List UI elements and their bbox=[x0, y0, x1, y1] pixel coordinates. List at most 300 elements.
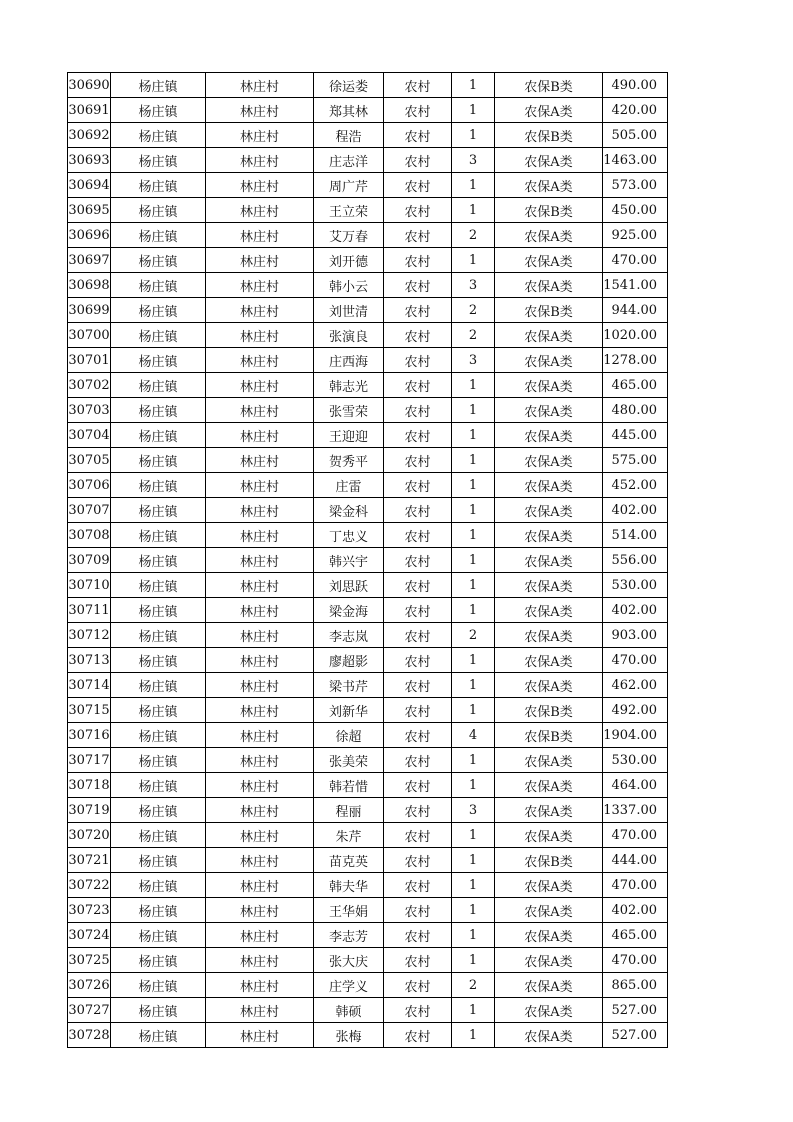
cell-record-id: 30728 bbox=[68, 1023, 111, 1048]
cell-record-id: 30717 bbox=[68, 748, 111, 773]
table-row bbox=[68, 598, 668, 623]
cell-village: 林庄村 bbox=[206, 498, 314, 523]
table-row bbox=[68, 848, 668, 873]
table-row bbox=[68, 823, 668, 848]
cell-household-count: 1 bbox=[452, 123, 495, 148]
cell-person-name: 梁金海 bbox=[314, 598, 384, 623]
table-row bbox=[68, 948, 668, 973]
cell-person-name: 韩志光 bbox=[314, 373, 384, 398]
cell-town: 杨庄镇 bbox=[111, 873, 206, 898]
cell-amount: 490.00 bbox=[603, 73, 668, 98]
cell-insurance-category: 农保A类 bbox=[495, 598, 603, 623]
cell-record-id: 30727 bbox=[68, 998, 111, 1023]
cell-person-name: 王立荣 bbox=[314, 198, 384, 223]
cell-record-id: 30707 bbox=[68, 498, 111, 523]
cell-insurance-category: 农保A类 bbox=[495, 98, 603, 123]
cell-insurance-category: 农保A类 bbox=[495, 398, 603, 423]
cell-amount: 527.00 bbox=[603, 1023, 668, 1048]
cell-person-name: 张美荣 bbox=[314, 748, 384, 773]
cell-household-count: 1 bbox=[452, 198, 495, 223]
cell-insurance-category: 农保A类 bbox=[495, 998, 603, 1023]
cell-insurance-category: 农保A类 bbox=[495, 798, 603, 823]
table-row bbox=[68, 548, 668, 573]
table-row bbox=[68, 348, 668, 373]
cell-town: 杨庄镇 bbox=[111, 898, 206, 923]
cell-area-type: 农村 bbox=[384, 898, 452, 923]
cell-record-id: 30725 bbox=[68, 948, 111, 973]
cell-town: 杨庄镇 bbox=[111, 323, 206, 348]
cell-village: 林庄村 bbox=[206, 723, 314, 748]
cell-person-name: 庄志洋 bbox=[314, 148, 384, 173]
cell-area-type: 农村 bbox=[384, 973, 452, 998]
table-row bbox=[68, 398, 668, 423]
cell-household-count: 1 bbox=[452, 548, 495, 573]
cell-area-type: 农村 bbox=[384, 1023, 452, 1048]
cell-area-type: 农村 bbox=[384, 623, 452, 648]
cell-insurance-category: 农保A类 bbox=[495, 473, 603, 498]
table-row bbox=[68, 648, 668, 673]
cell-record-id: 30706 bbox=[68, 473, 111, 498]
cell-area-type: 农村 bbox=[384, 923, 452, 948]
cell-town: 杨庄镇 bbox=[111, 548, 206, 573]
table-row bbox=[68, 123, 668, 148]
cell-amount: 402.00 bbox=[603, 498, 668, 523]
cell-household-count: 1 bbox=[452, 898, 495, 923]
cell-household-count: 1 bbox=[452, 523, 495, 548]
cell-record-id: 30715 bbox=[68, 698, 111, 723]
cell-insurance-category: 农保B类 bbox=[495, 298, 603, 323]
cell-amount: 1278.00 bbox=[603, 348, 668, 373]
cell-record-id: 30692 bbox=[68, 123, 111, 148]
cell-area-type: 农村 bbox=[384, 748, 452, 773]
cell-insurance-category: 农保B类 bbox=[495, 198, 603, 223]
cell-insurance-category: 农保A类 bbox=[495, 773, 603, 798]
table-row bbox=[68, 873, 668, 898]
table-row bbox=[68, 273, 668, 298]
cell-record-id: 30696 bbox=[68, 223, 111, 248]
cell-insurance-category: 农保A类 bbox=[495, 1023, 603, 1048]
cell-person-name: 韩若惜 bbox=[314, 773, 384, 798]
cell-insurance-category: 农保A类 bbox=[495, 348, 603, 373]
cell-town: 杨庄镇 bbox=[111, 973, 206, 998]
cell-amount: 470.00 bbox=[603, 948, 668, 973]
cell-village: 林庄村 bbox=[206, 773, 314, 798]
cell-amount: 903.00 bbox=[603, 623, 668, 648]
cell-household-count: 1 bbox=[452, 698, 495, 723]
cell-town: 杨庄镇 bbox=[111, 223, 206, 248]
cell-insurance-category: 农保A类 bbox=[495, 548, 603, 573]
cell-insurance-category: 农保A类 bbox=[495, 498, 603, 523]
cell-town: 杨庄镇 bbox=[111, 498, 206, 523]
cell-household-count: 1 bbox=[452, 848, 495, 873]
cell-insurance-category: 农保A类 bbox=[495, 248, 603, 273]
cell-household-count: 1 bbox=[452, 673, 495, 698]
cell-amount: 944.00 bbox=[603, 298, 668, 323]
cell-insurance-category: 农保A类 bbox=[495, 673, 603, 698]
cell-town: 杨庄镇 bbox=[111, 98, 206, 123]
cell-person-name: 周广芹 bbox=[314, 173, 384, 198]
cell-person-name: 徐运娄 bbox=[314, 73, 384, 98]
cell-person-name: 徐超 bbox=[314, 723, 384, 748]
cell-amount: 452.00 bbox=[603, 473, 668, 498]
table-row bbox=[68, 198, 668, 223]
cell-household-count: 1 bbox=[452, 1023, 495, 1048]
cell-insurance-category: 农保A类 bbox=[495, 448, 603, 473]
cell-area-type: 农村 bbox=[384, 773, 452, 798]
cell-person-name: 刘世清 bbox=[314, 298, 384, 323]
cell-record-id: 30700 bbox=[68, 323, 111, 348]
cell-person-name: 庄西海 bbox=[314, 348, 384, 373]
cell-household-count: 1 bbox=[452, 423, 495, 448]
cell-village: 林庄村 bbox=[206, 573, 314, 598]
cell-town: 杨庄镇 bbox=[111, 573, 206, 598]
cell-person-name: 程丽 bbox=[314, 798, 384, 823]
cell-insurance-category: 农保A类 bbox=[495, 373, 603, 398]
cell-household-count: 1 bbox=[452, 598, 495, 623]
cell-insurance-category: 农保B类 bbox=[495, 123, 603, 148]
table-row bbox=[68, 998, 668, 1023]
cell-household-count: 4 bbox=[452, 723, 495, 748]
cell-record-id: 30724 bbox=[68, 923, 111, 948]
cell-village: 林庄村 bbox=[206, 898, 314, 923]
cell-village: 林庄村 bbox=[206, 248, 314, 273]
cell-area-type: 农村 bbox=[384, 273, 452, 298]
cell-village: 林庄村 bbox=[206, 148, 314, 173]
cell-area-type: 农村 bbox=[384, 223, 452, 248]
cell-amount: 450.00 bbox=[603, 198, 668, 223]
cell-insurance-category: 农保A类 bbox=[495, 823, 603, 848]
cell-record-id: 30699 bbox=[68, 298, 111, 323]
cell-amount: 465.00 bbox=[603, 923, 668, 948]
table-row bbox=[68, 148, 668, 173]
cell-person-name: 郑其林 bbox=[314, 98, 384, 123]
cell-insurance-category: 农保A类 bbox=[495, 648, 603, 673]
cell-town: 杨庄镇 bbox=[111, 273, 206, 298]
table-row bbox=[68, 498, 668, 523]
cell-person-name: 刘开德 bbox=[314, 248, 384, 273]
cell-insurance-category: 农保B类 bbox=[495, 73, 603, 98]
table-row bbox=[68, 698, 668, 723]
cell-household-count: 1 bbox=[452, 498, 495, 523]
cell-person-name: 韩兴宇 bbox=[314, 548, 384, 573]
cell-amount: 573.00 bbox=[603, 173, 668, 198]
cell-village: 林庄村 bbox=[206, 323, 314, 348]
cell-town: 杨庄镇 bbox=[111, 423, 206, 448]
table-row bbox=[68, 798, 668, 823]
cell-insurance-category: 农保A类 bbox=[495, 273, 603, 298]
cell-town: 杨庄镇 bbox=[111, 623, 206, 648]
cell-village: 林庄村 bbox=[206, 173, 314, 198]
cell-record-id: 30713 bbox=[68, 648, 111, 673]
cell-record-id: 30697 bbox=[68, 248, 111, 273]
cell-amount: 527.00 bbox=[603, 998, 668, 1023]
cell-area-type: 农村 bbox=[384, 498, 452, 523]
cell-amount: 465.00 bbox=[603, 373, 668, 398]
cell-area-type: 农村 bbox=[384, 248, 452, 273]
cell-insurance-category: 农保A类 bbox=[495, 948, 603, 973]
cell-insurance-category: 农保A类 bbox=[495, 573, 603, 598]
cell-area-type: 农村 bbox=[384, 473, 452, 498]
cell-person-name: 李志芳 bbox=[314, 923, 384, 948]
cell-area-type: 农村 bbox=[384, 948, 452, 973]
cell-person-name: 张演良 bbox=[314, 323, 384, 348]
cell-household-count: 2 bbox=[452, 973, 495, 998]
table-row bbox=[68, 73, 668, 98]
cell-amount: 480.00 bbox=[603, 398, 668, 423]
cell-insurance-category: 农保A类 bbox=[495, 623, 603, 648]
cell-village: 林庄村 bbox=[206, 998, 314, 1023]
cell-area-type: 农村 bbox=[384, 648, 452, 673]
cell-record-id: 30691 bbox=[68, 98, 111, 123]
table-row bbox=[68, 373, 668, 398]
data-sheet bbox=[67, 72, 668, 1048]
cell-household-count: 1 bbox=[452, 573, 495, 598]
cell-insurance-category: 农保A类 bbox=[495, 873, 603, 898]
cell-household-count: 1 bbox=[452, 173, 495, 198]
cell-village: 林庄村 bbox=[206, 423, 314, 448]
cell-area-type: 农村 bbox=[384, 698, 452, 723]
cell-village: 林庄村 bbox=[206, 823, 314, 848]
table-row bbox=[68, 248, 668, 273]
cell-village: 林庄村 bbox=[206, 123, 314, 148]
cell-person-name: 梁金科 bbox=[314, 498, 384, 523]
cell-record-id: 30704 bbox=[68, 423, 111, 448]
table-row bbox=[68, 298, 668, 323]
cell-area-type: 农村 bbox=[384, 173, 452, 198]
cell-person-name: 庄学义 bbox=[314, 973, 384, 998]
cell-record-id: 30718 bbox=[68, 773, 111, 798]
cell-person-name: 刘新华 bbox=[314, 698, 384, 723]
cell-amount: 925.00 bbox=[603, 223, 668, 248]
cell-village: 林庄村 bbox=[206, 548, 314, 573]
records-table bbox=[67, 72, 668, 1048]
table-row bbox=[68, 773, 668, 798]
cell-town: 杨庄镇 bbox=[111, 748, 206, 773]
cell-person-name: 朱芹 bbox=[314, 823, 384, 848]
cell-household-count: 1 bbox=[452, 948, 495, 973]
cell-town: 杨庄镇 bbox=[111, 473, 206, 498]
cell-household-count: 2 bbox=[452, 623, 495, 648]
cell-record-id: 30708 bbox=[68, 523, 111, 548]
cell-record-id: 30720 bbox=[68, 823, 111, 848]
cell-insurance-category: 农保A类 bbox=[495, 148, 603, 173]
cell-village: 林庄村 bbox=[206, 523, 314, 548]
cell-town: 杨庄镇 bbox=[111, 598, 206, 623]
cell-area-type: 农村 bbox=[384, 523, 452, 548]
cell-record-id: 30703 bbox=[68, 398, 111, 423]
cell-area-type: 农村 bbox=[384, 198, 452, 223]
cell-town: 杨庄镇 bbox=[111, 298, 206, 323]
cell-insurance-category: 农保B类 bbox=[495, 848, 603, 873]
cell-village: 林庄村 bbox=[206, 298, 314, 323]
cell-village: 林庄村 bbox=[206, 348, 314, 373]
cell-person-name: 张梅 bbox=[314, 1023, 384, 1048]
cell-village: 林庄村 bbox=[206, 473, 314, 498]
cell-area-type: 农村 bbox=[384, 448, 452, 473]
cell-area-type: 农村 bbox=[384, 98, 452, 123]
cell-household-count: 1 bbox=[452, 248, 495, 273]
cell-household-count: 1 bbox=[452, 398, 495, 423]
cell-village: 林庄村 bbox=[206, 673, 314, 698]
cell-household-count: 3 bbox=[452, 798, 495, 823]
cell-record-id: 30714 bbox=[68, 673, 111, 698]
cell-town: 杨庄镇 bbox=[111, 523, 206, 548]
cell-record-id: 30705 bbox=[68, 448, 111, 473]
cell-amount: 470.00 bbox=[603, 248, 668, 273]
cell-town: 杨庄镇 bbox=[111, 123, 206, 148]
cell-household-count: 1 bbox=[452, 98, 495, 123]
cell-person-name: 艾万春 bbox=[314, 223, 384, 248]
cell-town: 杨庄镇 bbox=[111, 923, 206, 948]
cell-amount: 492.00 bbox=[603, 698, 668, 723]
cell-area-type: 农村 bbox=[384, 373, 452, 398]
cell-amount: 470.00 bbox=[603, 873, 668, 898]
cell-village: 林庄村 bbox=[206, 1023, 314, 1048]
cell-household-count: 1 bbox=[452, 473, 495, 498]
cell-town: 杨庄镇 bbox=[111, 1023, 206, 1048]
cell-amount: 470.00 bbox=[603, 648, 668, 673]
cell-area-type: 农村 bbox=[384, 873, 452, 898]
cell-village: 林庄村 bbox=[206, 923, 314, 948]
cell-town: 杨庄镇 bbox=[111, 848, 206, 873]
cell-insurance-category: 农保A类 bbox=[495, 173, 603, 198]
cell-area-type: 农村 bbox=[384, 998, 452, 1023]
cell-person-name: 王迎迎 bbox=[314, 423, 384, 448]
cell-amount: 445.00 bbox=[603, 423, 668, 448]
cell-person-name: 韩小云 bbox=[314, 273, 384, 298]
cell-amount: 1904.00 bbox=[603, 723, 668, 748]
cell-village: 林庄村 bbox=[206, 948, 314, 973]
cell-town: 杨庄镇 bbox=[111, 773, 206, 798]
cell-town: 杨庄镇 bbox=[111, 673, 206, 698]
cell-household-count: 1 bbox=[452, 873, 495, 898]
table-row bbox=[68, 1023, 668, 1048]
cell-record-id: 30716 bbox=[68, 723, 111, 748]
cell-amount: 1463.00 bbox=[603, 148, 668, 173]
cell-insurance-category: 农保A类 bbox=[495, 748, 603, 773]
cell-person-name: 王华娟 bbox=[314, 898, 384, 923]
cell-record-id: 30711 bbox=[68, 598, 111, 623]
cell-area-type: 农村 bbox=[384, 423, 452, 448]
cell-record-id: 30701 bbox=[68, 348, 111, 373]
cell-household-count: 3 bbox=[452, 148, 495, 173]
cell-town: 杨庄镇 bbox=[111, 198, 206, 223]
cell-household-count: 1 bbox=[452, 448, 495, 473]
cell-record-id: 30690 bbox=[68, 73, 111, 98]
cell-household-count: 1 bbox=[452, 748, 495, 773]
cell-household-count: 1 bbox=[452, 648, 495, 673]
cell-record-id: 30694 bbox=[68, 173, 111, 198]
cell-household-count: 1 bbox=[452, 773, 495, 798]
table-row bbox=[68, 173, 668, 198]
cell-village: 林庄村 bbox=[206, 848, 314, 873]
table-row bbox=[68, 573, 668, 598]
table-row bbox=[68, 323, 668, 348]
cell-household-count: 2 bbox=[452, 323, 495, 348]
cell-amount: 1541.00 bbox=[603, 273, 668, 298]
cell-area-type: 农村 bbox=[384, 348, 452, 373]
cell-village: 林庄村 bbox=[206, 973, 314, 998]
cell-amount: 470.00 bbox=[603, 823, 668, 848]
cell-town: 杨庄镇 bbox=[111, 948, 206, 973]
cell-town: 杨庄镇 bbox=[111, 448, 206, 473]
cell-amount: 444.00 bbox=[603, 848, 668, 873]
cell-village: 林庄村 bbox=[206, 223, 314, 248]
cell-town: 杨庄镇 bbox=[111, 248, 206, 273]
cell-record-id: 30698 bbox=[68, 273, 111, 298]
cell-amount: 530.00 bbox=[603, 748, 668, 773]
cell-village: 林庄村 bbox=[206, 73, 314, 98]
cell-town: 杨庄镇 bbox=[111, 148, 206, 173]
cell-amount: 462.00 bbox=[603, 673, 668, 698]
cell-person-name: 张雪荣 bbox=[314, 398, 384, 423]
cell-amount: 402.00 bbox=[603, 598, 668, 623]
cell-insurance-category: 农保A类 bbox=[495, 523, 603, 548]
cell-person-name: 苗克英 bbox=[314, 848, 384, 873]
cell-area-type: 农村 bbox=[384, 673, 452, 698]
cell-village: 林庄村 bbox=[206, 273, 314, 298]
cell-village: 林庄村 bbox=[206, 398, 314, 423]
cell-person-name: 刘思跃 bbox=[314, 573, 384, 598]
cell-record-id: 30719 bbox=[68, 798, 111, 823]
cell-town: 杨庄镇 bbox=[111, 648, 206, 673]
table-row bbox=[68, 973, 668, 998]
cell-person-name: 张大庆 bbox=[314, 948, 384, 973]
cell-amount: 1020.00 bbox=[603, 323, 668, 348]
cell-person-name: 丁忠义 bbox=[314, 523, 384, 548]
cell-village: 林庄村 bbox=[206, 648, 314, 673]
cell-household-count: 1 bbox=[452, 73, 495, 98]
cell-person-name: 贺秀平 bbox=[314, 448, 384, 473]
cell-person-name: 韩夫华 bbox=[314, 873, 384, 898]
cell-household-count: 1 bbox=[452, 823, 495, 848]
cell-town: 杨庄镇 bbox=[111, 823, 206, 848]
cell-amount: 402.00 bbox=[603, 898, 668, 923]
cell-record-id: 30721 bbox=[68, 848, 111, 873]
cell-area-type: 农村 bbox=[384, 823, 452, 848]
cell-area-type: 农村 bbox=[384, 548, 452, 573]
cell-person-name: 韩硕 bbox=[314, 998, 384, 1023]
cell-village: 林庄村 bbox=[206, 448, 314, 473]
cell-person-name: 庄雷 bbox=[314, 473, 384, 498]
cell-insurance-category: 农保A类 bbox=[495, 898, 603, 923]
table-row bbox=[68, 923, 668, 948]
cell-village: 林庄村 bbox=[206, 698, 314, 723]
cell-record-id: 30702 bbox=[68, 373, 111, 398]
cell-person-name: 李志岚 bbox=[314, 623, 384, 648]
cell-town: 杨庄镇 bbox=[111, 73, 206, 98]
cell-amount: 575.00 bbox=[603, 448, 668, 473]
table-row bbox=[68, 423, 668, 448]
cell-area-type: 农村 bbox=[384, 598, 452, 623]
cell-record-id: 30710 bbox=[68, 573, 111, 598]
cell-insurance-category: 农保A类 bbox=[495, 323, 603, 348]
cell-amount: 530.00 bbox=[603, 573, 668, 598]
cell-record-id: 30693 bbox=[68, 148, 111, 173]
cell-amount: 514.00 bbox=[603, 523, 668, 548]
table-row bbox=[68, 523, 668, 548]
cell-insurance-category: 农保B类 bbox=[495, 698, 603, 723]
cell-village: 林庄村 bbox=[206, 748, 314, 773]
cell-household-count: 3 bbox=[452, 273, 495, 298]
cell-village: 林庄村 bbox=[206, 198, 314, 223]
cell-town: 杨庄镇 bbox=[111, 998, 206, 1023]
table-row bbox=[68, 748, 668, 773]
cell-area-type: 农村 bbox=[384, 123, 452, 148]
cell-amount: 464.00 bbox=[603, 773, 668, 798]
cell-area-type: 农村 bbox=[384, 798, 452, 823]
table-row bbox=[68, 473, 668, 498]
